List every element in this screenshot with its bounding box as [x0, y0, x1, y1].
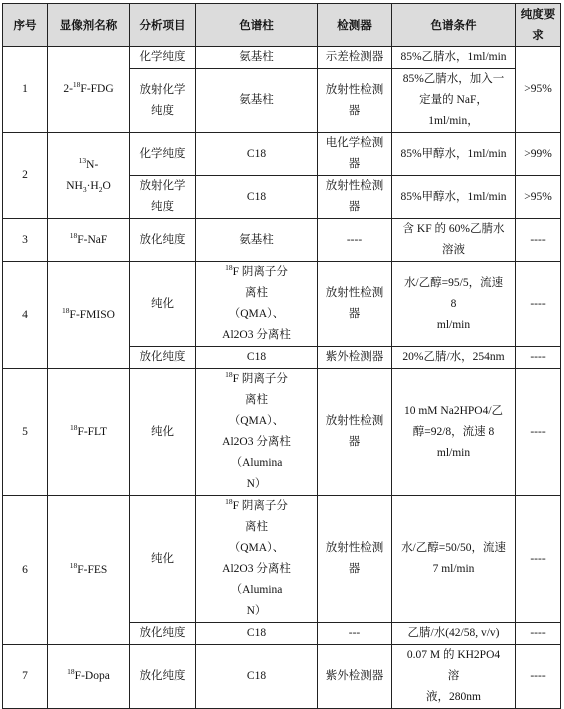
condition: 85%甲醇水，1ml/min: [392, 176, 516, 219]
column-type: $^{18}$F 阴离子分 离柱 （QMA）、 Al2O3 分离柱 （Alumina N）: [196, 496, 318, 623]
purity: >95%: [516, 47, 561, 133]
detector: ----: [318, 219, 392, 262]
column-type: $^{18}$F 阴离子分 离柱 （QMA）、 Al2O3 分离柱 （Alumina N）: [196, 369, 318, 496]
purity: ----: [516, 347, 561, 369]
detector: 紫外检测器: [318, 645, 392, 709]
agent-name: $^{13}$N- $NH_3\cdot H_2O$: [48, 133, 130, 219]
condition: 含 KF 的 60%乙腈水 溶液: [392, 219, 516, 262]
analysis-item: 化学纯度: [130, 47, 196, 69]
header-column: 色谱柱: [196, 4, 318, 47]
row-number: 5: [3, 369, 48, 496]
row-number: 7: [3, 645, 48, 709]
column-type: C18: [196, 623, 318, 645]
table-row: [3, 645, 561, 709]
agent-name: $^{18}$F-NaF: [48, 219, 130, 262]
purity: ----: [516, 219, 561, 262]
analysis-table: [2, 3, 561, 709]
condition: 0.07 M 的 KH2PO4 溶 液，280nm: [392, 645, 516, 709]
detector: 放射性检测 器: [318, 176, 392, 219]
analysis-item: 放射化学 纯度: [130, 69, 196, 133]
purity: >95%: [516, 176, 561, 219]
row-number: 3: [3, 219, 48, 262]
header-detector: 检测器: [318, 4, 392, 47]
condition: 乙腈/水(42/58, v/v): [392, 623, 516, 645]
header-purity: 纯度要求: [516, 4, 561, 47]
row-number: 4: [3, 262, 48, 369]
agent-name: $^{18}$F-Dopa: [48, 645, 130, 709]
analysis-item: 放化纯度: [130, 645, 196, 709]
analysis-item: 纯化: [130, 496, 196, 623]
detector: 放射性检测 器: [318, 69, 392, 133]
header-agent: 显像剂名称: [48, 4, 130, 47]
condition: 85%乙腈水，加入一 定量的 NaF， 1ml/min，: [392, 69, 516, 133]
column-type: $^{18}$F 阴离子分 离柱 （QMA）、 Al2O3 分离柱: [196, 262, 318, 347]
detector: 示差检测器: [318, 47, 392, 69]
detector: 放射性检测 器: [318, 369, 392, 496]
column-type: C18: [196, 347, 318, 369]
purity: >99%: [516, 133, 561, 176]
analysis-item: 纯化: [130, 369, 196, 496]
condition: 水/乙醇=50/50，流速 7 ml/min: [392, 496, 516, 623]
agent-name: $^{18}$F-FES: [48, 496, 130, 645]
column-type: C18: [196, 133, 318, 176]
header-condition: 色谱条件: [392, 4, 516, 47]
column-type: 氨基柱: [196, 47, 318, 69]
table-row: [3, 496, 561, 623]
detector: 放射性检测 器: [318, 262, 392, 347]
column-type: 氨基柱: [196, 219, 318, 262]
analysis-item: 纯化: [130, 262, 196, 347]
detector: 放射性检测 器: [318, 496, 392, 623]
purity: ----: [516, 645, 561, 709]
purity: ----: [516, 262, 561, 347]
column-type: C18: [196, 645, 318, 709]
analysis-item: 放射化学 纯度: [130, 176, 196, 219]
header-item: 分析项目: [130, 4, 196, 47]
analysis-item: 化学纯度: [130, 133, 196, 176]
analysis-item: 放化纯度: [130, 219, 196, 262]
column-type: 氨基柱: [196, 69, 318, 133]
purity: ----: [516, 369, 561, 496]
row-number: 6: [3, 496, 48, 645]
condition: 85%甲醇水，1ml/min: [392, 133, 516, 176]
header-row: [3, 4, 561, 47]
table-row: [3, 133, 561, 176]
condition: 20%乙腈/水，254nm: [392, 347, 516, 369]
table-row: [3, 219, 561, 262]
column-type: C18: [196, 176, 318, 219]
analysis-item: 放化纯度: [130, 347, 196, 369]
analysis-item: 放化纯度: [130, 623, 196, 645]
table-row: [3, 47, 561, 69]
condition: 10 mM Na2HPO4/乙 醇=92/8，流速 8 ml/min: [392, 369, 516, 496]
agent-name: $^{18}$F-FLT: [48, 369, 130, 496]
condition: 85%乙腈水，1ml/min: [392, 47, 516, 69]
purity: ----: [516, 496, 561, 623]
purity: ----: [516, 623, 561, 645]
agent-name: 2-$^{18}$F-FDG: [48, 47, 130, 133]
row-number: 1: [3, 47, 48, 133]
detector: ---: [318, 623, 392, 645]
table-row: [3, 262, 561, 347]
header-no: 序号: [3, 4, 48, 47]
detector: 紫外检测器: [318, 347, 392, 369]
row-number: 2: [3, 133, 48, 219]
table-row: [3, 369, 561, 496]
agent-name: $^{18}$F-FMISO: [48, 262, 130, 369]
condition: 水/乙醇=95/5，流速 8 ml/min: [392, 262, 516, 347]
detector: 电化学检测 器: [318, 133, 392, 176]
